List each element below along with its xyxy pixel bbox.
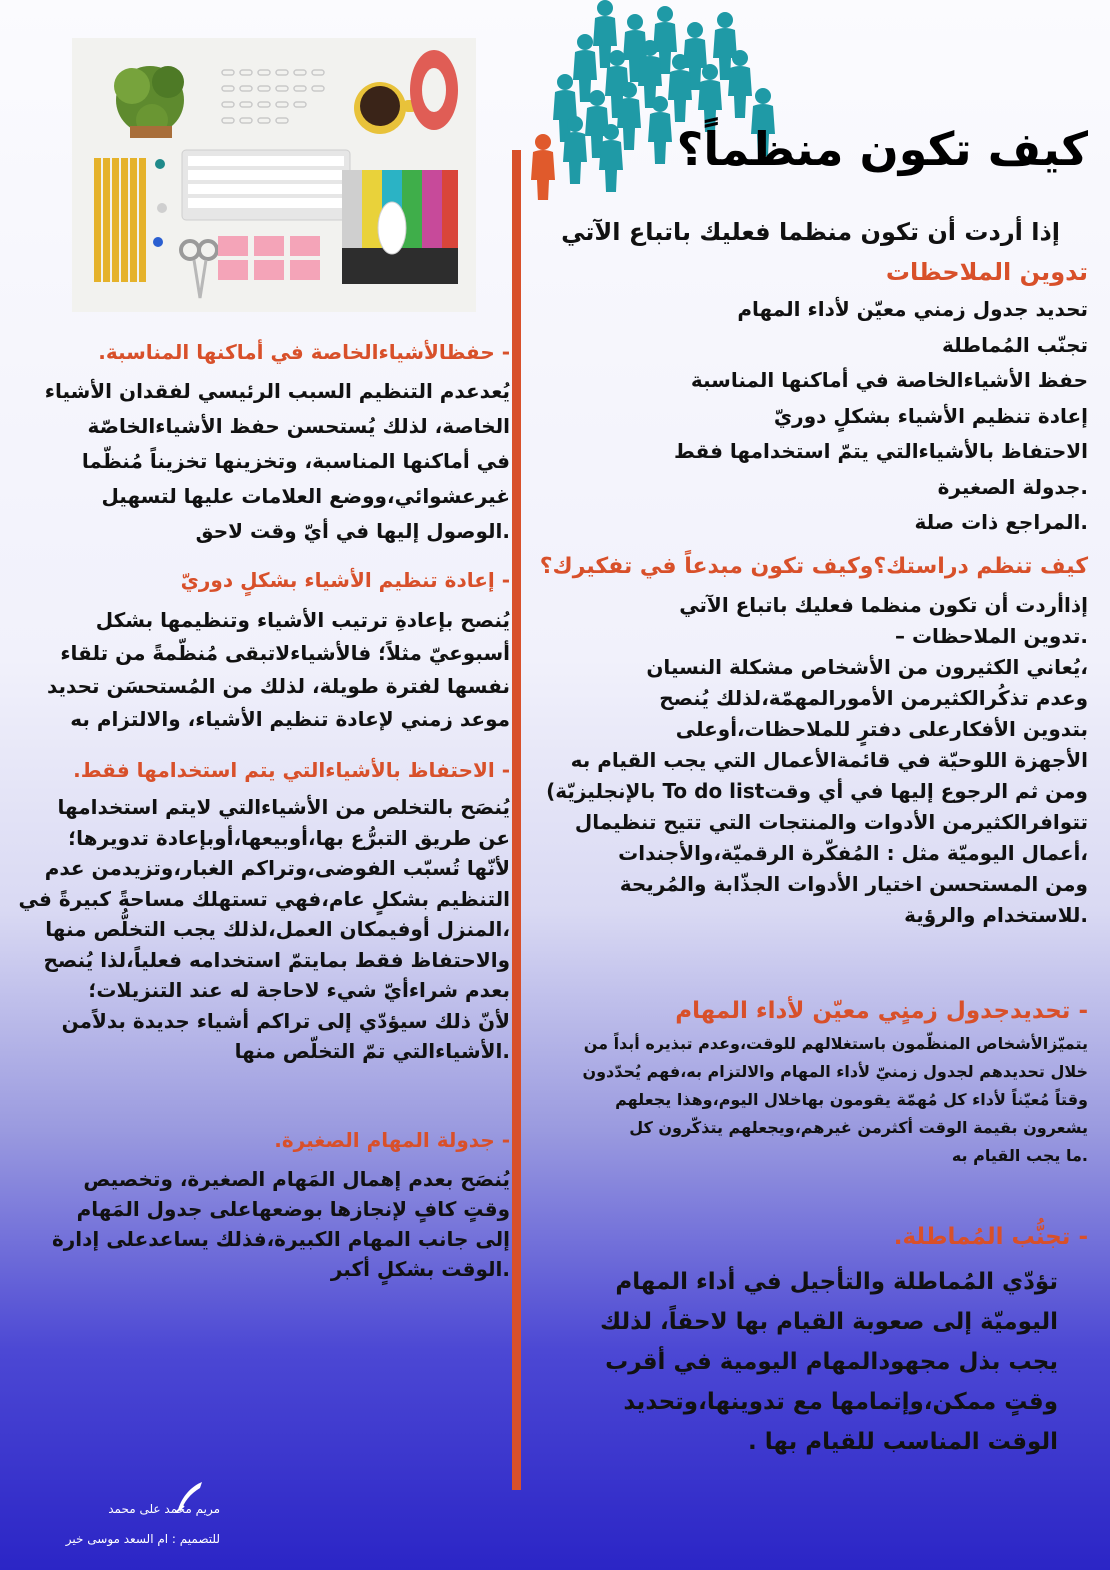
- study-heading: كيف تنظم دراستك؟وكيف تكون مبدعاً في تفكيرك؟: [539, 554, 1088, 579]
- keep-used-paragraph: [19, 792, 510, 1067]
- list-item: الاحتفاظ بالأشياءالتي يتمّ استخدامها فقط: [674, 439, 1088, 463]
- text-line: يُنصح بإعادةِ ترتيب الأشياء وتنظيمها بشكل: [95, 608, 510, 632]
- reorganize-heading: - إعادة تنظيم الأشياء بشكلٍ دوريّ: [180, 568, 510, 592]
- study-paragraph: [546, 590, 1088, 931]
- list-item: تجنّب المُماطلة: [941, 332, 1088, 357]
- text-line: أسبوعيّ مثلاً؛ فالأشياءلاتبقى مُنظّمةً من تلقاء: [60, 641, 510, 665]
- text-line: إلى جانب المهام الكبيرة،فذلك يساعدعلى إدارة: [51, 1227, 510, 1251]
- design-credit: للتصميم : ام السعد موسى خير: [65, 1532, 220, 1546]
- text-line: يتميّزالأشخاص المنظّمون باستغلالهم للوقت،وعدم تبذيره أبداً من: [583, 1034, 1088, 1053]
- text-line: بتدوين الأفكارعلى دفترٍ للملاحظات،أوعلى: [675, 717, 1088, 741]
- list-item: إعادة تنظيم الأشياء بشكلٍ دوريّ: [773, 403, 1088, 428]
- text-line: خلال تحديدهم لجدول زمنيّ لأداء المهام والالتزام به،فهم يُحدّدون: [582, 1062, 1088, 1081]
- text-line: عن طريق التبرُّع بها،أوبيعها،أوبإعادة تدويرها؛: [68, 825, 510, 850]
- text-line: يجب بذل مجهودالمهام اليومية في أقرب: [605, 1349, 1058, 1375]
- text-line: الأجهزة اللوحيّة في قائمةالأعمال التي يجب القيام به: [570, 748, 1088, 772]
- text-line: ومن المستحسن اختيار الأدوات الجذّابة والمُريحة: [619, 872, 1088, 896]
- procrastination-paragraph: [600, 1262, 1058, 1462]
- author-credit: مريم محمد على محمد: [108, 1502, 220, 1516]
- text-line: نفسها لفترة طويلة، لذلك من المُستحسَن تحديد: [46, 674, 510, 698]
- reorganize-paragraph: [47, 604, 510, 736]
- text-line: لأنّها تُسبّب الفوضى،وتراكم الغبار،وتزيدمن عدم: [44, 856, 510, 880]
- page-title: كيف تكون منظماً؟: [676, 122, 1088, 176]
- text-line: في أماكنها المناسبة، وتخزينها تخزيناً مُنظّما: [81, 449, 510, 473]
- small-tasks-heading: - جدولة المهام الصغيرة.: [274, 1128, 510, 1152]
- schedule-paragraph: [582, 1030, 1088, 1170]
- text-line: إذاأردت أن تكون منظما فعليك باتباع الآتي: [679, 593, 1088, 617]
- text-line: .للاستخدام والرؤية: [904, 903, 1088, 927]
- text-line: .الوصول إليها في أيّ وقت لاحق: [195, 519, 510, 543]
- text-line: بعدم شراءأيّ شيء لاحاجة له عند التنزيلات؛: [88, 978, 510, 1002]
- text-line: ومن ثم الرجوع إليها في أي وقتTo do list بالإنجليزيّة): [546, 779, 1088, 803]
- text-line: وعدم تذكُرالكثيرمن الأمورالمهمّة،لذلك يُنصح: [659, 686, 1088, 710]
- text-line: وقتاً مُعيّناً لأداء كل مُهمّة يقومون بهاخلال اليوم،وهذا يجعلهم: [615, 1090, 1088, 1109]
- text-line: .تدوين الملاحظات –: [895, 624, 1088, 648]
- notes-list: [674, 292, 1088, 541]
- desk-photo: [72, 38, 476, 312]
- text-line: ،المنزل أوفيمكان العمل،لذلك يجب التخلُّص منها: [45, 917, 510, 941]
- text-line: تؤدّي المُماطلة والتأجيل في أداء المهام: [615, 1269, 1058, 1295]
- procrastination-heading: - تجنُّب المُماطلة.: [893, 1224, 1088, 1250]
- text-line: موعد زمني لإعادة تنظيم الأشياء، والالتزام به: [70, 707, 510, 731]
- text-line: التنظيم بشكلٍ عام،فهي تستهلك مساحةً كبيرةً في: [18, 886, 510, 911]
- desk-illustration: [72, 38, 476, 312]
- list-item: حفظ الأشياءالخاصة في أماكنها المناسبة: [690, 368, 1088, 392]
- text-line: ،يُعاني الكثيرون من الأشخاص مشكلة النسيان: [646, 655, 1088, 679]
- text-line: .الوقت بشكلٍ أكبر: [330, 1257, 510, 1281]
- text-line: .الأشياءالتي تمّ التخلّص منها: [234, 1039, 510, 1063]
- vertical-divider: [512, 150, 521, 1490]
- credits: [40, 1494, 220, 1554]
- text-line: غيرعشوائي،ووضع العلامات عليها لتسهيل: [101, 484, 510, 508]
- text-line: تتوافرالكثيرمن الأدوات والمنتجات التي تتيح تنظيمال: [574, 810, 1088, 834]
- text-line: يشعرون بقيمة الوقت أكثرمن غيرهم،ويجعلهم يتذكّرون كل: [629, 1118, 1088, 1137]
- keep-places-heading: - حفظالأشياءالخاصة في أماكنها المناسبة.: [98, 340, 510, 364]
- text-line: الخاصة، لذلك يُستحسن حفظ الأشياءالخاصّة: [87, 414, 510, 438]
- notes-heading: تدوين الملاحظات: [885, 258, 1088, 286]
- text-line: الوقت المناسب للقيام بها .: [748, 1429, 1058, 1455]
- schedule-heading: - تحديدجدول زمنٍي معيّن لأداء المهام: [675, 998, 1088, 1024]
- keep-used-heading: - الاحتفاظ بالأشياءالتي يتم استخدامها فقط.: [73, 758, 510, 782]
- text-line: وقتٍ ممكن،وإتمامها مع تدوينها،وتحديد: [623, 1389, 1058, 1415]
- list-item: تحديد جدول زمني معيّن لأداء المهام: [737, 297, 1088, 321]
- small-tasks-paragraph: [52, 1164, 510, 1284]
- text-line: اليوميّة إلى صعوبة القيام بها لاحقاً، لذلك: [600, 1309, 1058, 1335]
- list-item: .المراجع ذات صلة: [914, 510, 1088, 534]
- text-line: يُعدعدم التنظيم السبب الرئيسي لفقدان الأشياء: [44, 379, 510, 403]
- intro-text: إذا أردت أن تكون منظما فعليك باتباع الآتي: [561, 218, 1060, 246]
- text-line: .ما يجب القيام به: [951, 1146, 1088, 1165]
- keep-places-paragraph: [45, 374, 510, 549]
- text-line: لأنّ ذلك سيؤدّي إلى تراكم أشياء جديدة بدلاًمن: [61, 1008, 510, 1033]
- text-line: وقتٍ كافٍ لإنجازها بوضعهاعلى جدول المَهام: [76, 1197, 510, 1221]
- text-line: يُنصَح بعدم إهمال المَهام الصغيرة، وتخصيص: [83, 1167, 510, 1191]
- text-line: ،أعمال اليوميّة مثل : المُفكّرة الرقميّة،والأجندات: [618, 841, 1088, 865]
- text-line: والاحتفاظ فقط بمايتمّ استخدامه فعلياً،لذا يُنصح: [43, 947, 510, 972]
- text-line: يُنصَح بالتخلص من الأشياءالتي لايتم استخدامها: [57, 795, 510, 819]
- list-item: .جدولة الصغيرة: [937, 474, 1088, 499]
